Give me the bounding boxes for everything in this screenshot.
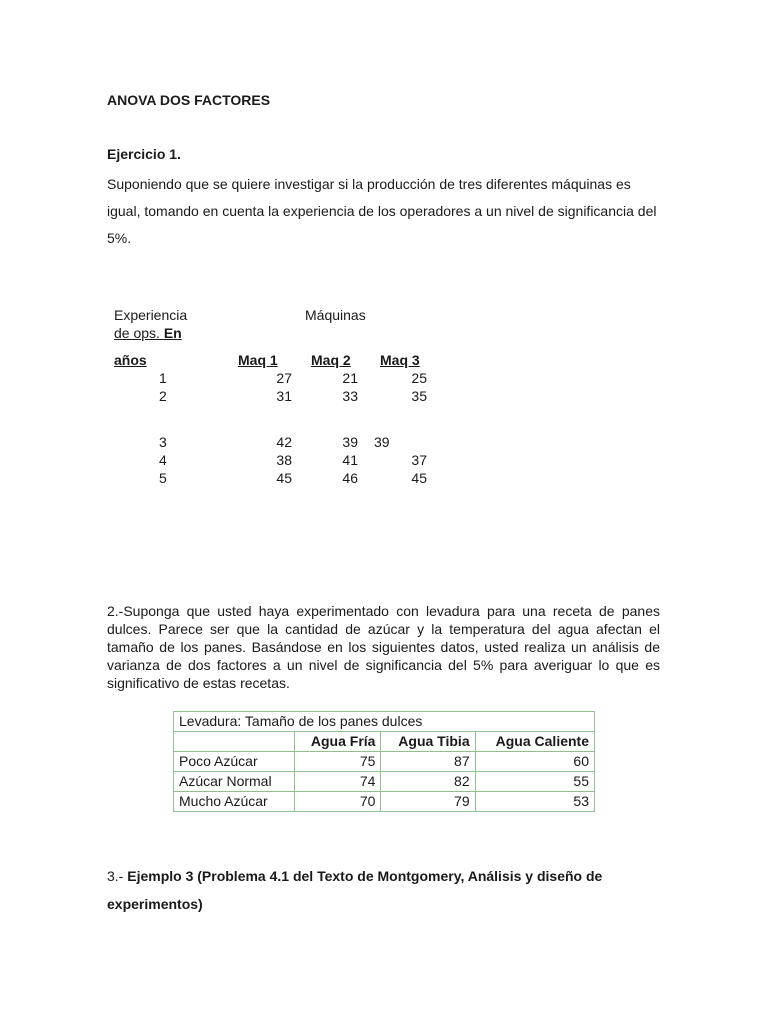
exp-value: 2 [159,388,167,404]
table-cell: 53 [475,792,594,812]
table-cell: 37 [411,452,427,468]
column-header-maq1: Maq 1 [238,352,278,368]
row-label: Poco Azúcar [174,752,295,772]
exercise-2-paragraph: 2.-Suponga que usted haya experimentado con levadura para una receta de panes dulces. Parece ser que la cantidad de azúcar y la temperatura del agua afectan el tamaño de los panes. Basándose en los siguientes datos, usted realiza un análisis de varianza de dos factores a un nivel de significancia del 5% para averiguar lo que es significativo de estas recetas. [107,603,660,691]
table-cell: 60 [475,752,594,772]
table-cell: 45 [411,470,427,486]
column-header-agua-caliente: Agua Caliente [475,732,594,752]
table-cell: 41 [342,452,358,468]
table-cell: 38 [276,452,292,468]
table-cell: 45 [276,470,292,486]
table-cell: 31 [276,388,292,404]
table-cell: 79 [381,792,475,812]
table-caption-row [174,712,595,732]
experience-label-line2 [114,324,182,342]
table-cell: 46 [342,470,358,486]
exp-value: 1 [159,370,167,386]
experience-label-bold: En [163,325,182,341]
exp-value: 3 [159,434,167,450]
table-cell: 35 [411,388,427,404]
exercise-1-paragraph: Suponiendo que se quiere investigar si la producción de tres diferentes máquinas es igual, tomando en cuenta la experiencia de los operadores a un nivel de significancia del 5%. [107,176,657,246]
levadura-table [173,711,595,812]
table-cell: 70 [295,792,381,812]
table-cell: 39 [374,434,390,450]
table-cell: 74 [295,772,381,792]
experience-label-line1: Experiencia [114,307,188,323]
table-row [174,772,595,792]
table-cell: 82 [381,772,475,792]
table-header-row [174,732,595,752]
column-header-agua-tibia: Agua Tibia [381,732,475,752]
column-header-maq2: Maq 2 [311,352,351,368]
table-cell: 75 [295,752,381,772]
exercise-3-title: Ejemplo 3 (Problema 4.1 del Texto de Montgomery, Análisis y diseño de experimentos) [107,868,603,912]
column-header-agua-fria: Agua Fría [295,732,381,752]
exp-value: 4 [159,452,167,468]
table-header-empty [174,732,295,752]
table-caption: Levadura: Tamaño de los panes dulces [174,712,595,732]
table-cell: 27 [276,370,292,386]
table-row [174,752,595,772]
table-row [174,792,595,812]
experience-label-line3: años [114,352,147,368]
exercise-3-heading [107,862,667,918]
table-cell: 42 [276,434,292,450]
column-header-maq3: Maq 3 [380,352,420,368]
table-cell: 25 [411,370,427,386]
exercise-1-heading: Ejercicio 1. [107,146,181,162]
exercise-3-prefix: 3.- [107,868,128,884]
machines-group-header: Máquinas [305,307,366,323]
row-label: Mucho Azúcar [174,792,295,812]
experience-label-plain: de ops. [114,325,160,341]
table-cell: 33 [342,388,358,404]
table-cell: 87 [381,752,475,772]
table-cell: 21 [342,370,358,386]
table-cell: 55 [475,772,594,792]
document-title: ANOVA DOS FACTORES [107,92,271,108]
exp-value: 5 [159,470,167,486]
row-label: Azúcar Normal [174,772,295,792]
table-cell: 39 [342,434,358,450]
